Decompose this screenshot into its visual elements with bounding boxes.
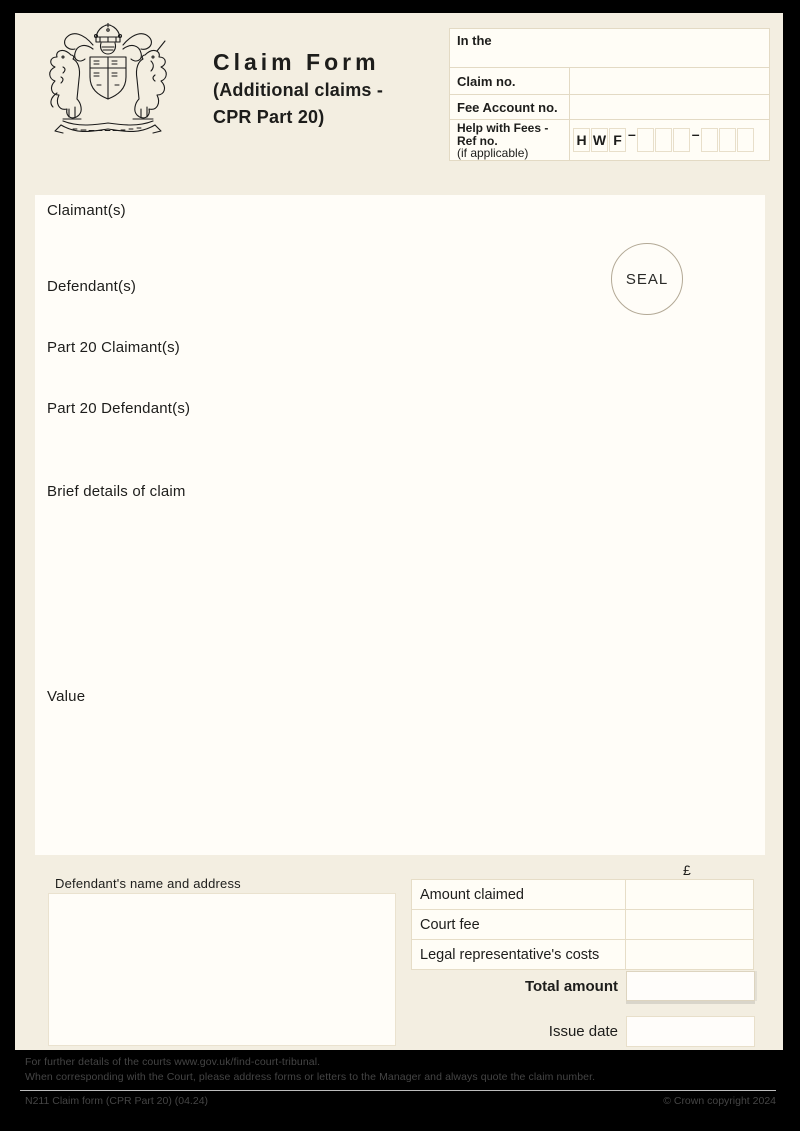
hwf-digit-box-3[interactable] — [673, 128, 690, 152]
hwf-digit-box-2[interactable] — [655, 128, 672, 152]
footer-courts-info: For further details of the courts www.gov.uk/find-court-tribunal. — [25, 1056, 321, 1068]
total-amount-row — [411, 971, 755, 1001]
table-row — [411, 879, 755, 910]
fee-account-no-label: Fee Account no. — [450, 95, 570, 119]
hwf-prefix-box-h: H — [573, 128, 590, 152]
defendant-address-field[interactable] — [48, 893, 396, 1046]
hwf-dash: – — [691, 126, 700, 142]
claim-details-panel[interactable] — [35, 195, 765, 855]
hwf-label-line1: Help with Fees - — [457, 121, 549, 135]
issue-date-label: Issue date — [548, 1023, 618, 1040]
part20-defendants-label: Part 20 Defendant(s) — [47, 400, 191, 417]
fee-account-no-field[interactable] — [570, 95, 769, 119]
hwf-label-line3: (if applicable) — [457, 146, 529, 160]
in-the-label: In the — [457, 33, 492, 48]
court-fee-field[interactable] — [625, 909, 754, 940]
footer-divider — [20, 1090, 776, 1091]
total-amount-label: Total amount — [524, 977, 618, 995]
table-row — [411, 939, 755, 970]
form-title: Claim Form — [213, 49, 380, 75]
form-title-block — [213, 47, 383, 131]
form-subtitle-line1: (Additional claims - — [213, 80, 384, 100]
legal-costs-label: Legal representative's costs — [411, 939, 626, 970]
court-details-table — [449, 28, 770, 161]
amount-claimed-label: Amount claimed — [411, 879, 626, 910]
form-subtitle-line2: CPR Part 20) — [213, 107, 325, 127]
hwf-label-line2: Ref no. — [457, 133, 498, 148]
form-reference: N211 Claim form (CPR Part 20) (04.24) — [25, 1095, 209, 1107]
value-label: Value — [47, 688, 86, 705]
claimants-label: Claimant(s) — [47, 202, 126, 219]
amount-claimed-field[interactable] — [625, 879, 754, 910]
defendant-address-label: Defendant's name and address — [55, 876, 241, 891]
in-the-field[interactable] — [450, 29, 769, 67]
help-with-fees-field — [570, 120, 769, 160]
table-row — [411, 909, 755, 940]
hwf-prefix-box-f: F — [609, 128, 626, 152]
part20-claimants-label: Part 20 Claimant(s) — [47, 339, 181, 356]
legal-costs-field[interactable] — [625, 939, 754, 970]
currency-symbol: £ — [683, 862, 691, 878]
hwf-digit-box-6[interactable] — [737, 128, 754, 152]
copyright-notice: © Crown copyright 2024 — [663, 1095, 776, 1107]
hwf-digit-box-5[interactable] — [719, 128, 736, 152]
footer-correspondence-info: When corresponding with the Court, please address forms or letters to the Manager and always quote the claim number. — [25, 1071, 596, 1083]
hwf-dash: – — [628, 126, 636, 142]
royal-coat-of-arms-icon — [33, 23, 183, 141]
seal-circle — [611, 243, 683, 315]
total-amount-field[interactable] — [626, 971, 755, 1001]
defendants-label: Defendant(s) — [47, 278, 137, 295]
help-with-fees-label — [450, 120, 570, 160]
claim-no-label: Claim no. — [450, 68, 570, 94]
fees-table — [411, 880, 755, 970]
issue-date-row — [411, 1016, 755, 1047]
hwf-digit-box-1[interactable] — [637, 128, 654, 152]
claim-no-field[interactable] — [570, 68, 769, 94]
hwf-digit-box-4[interactable] — [701, 128, 718, 152]
brief-details-label: Brief details of claim — [47, 483, 186, 500]
court-fee-label: Court fee — [411, 909, 626, 940]
issue-date-field[interactable] — [626, 1016, 755, 1047]
hwf-prefix-box-w: W — [591, 128, 608, 152]
seal-label: SEAL — [625, 270, 669, 288]
claim-form-page — [15, 13, 783, 1050]
